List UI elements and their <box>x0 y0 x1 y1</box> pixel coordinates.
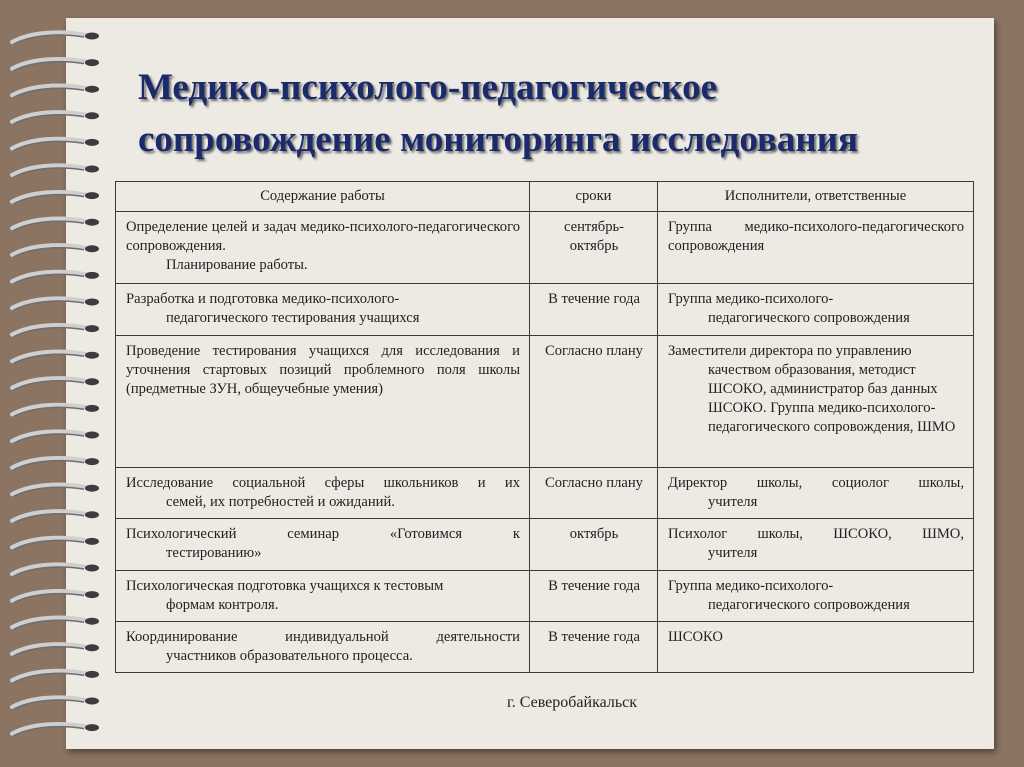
page-title <box>138 62 978 166</box>
table-header-row <box>116 182 974 212</box>
responsible-cell <box>658 468 974 519</box>
work-text: Определение целей и задач медико-психолого-педагогического сопровождения. <box>126 219 520 254</box>
work-cell <box>116 571 530 622</box>
work-cell <box>116 284 530 336</box>
responsible-text-cont: качеством образования, методист ШСОКО, администратор баз данных ШСОКО. Группа медико-психолого-педагогического сопровождения, ШМО <box>708 362 956 435</box>
term-cell: В течение года <box>530 571 658 622</box>
binding-hole <box>85 33 99 40</box>
work-text-cont: педагогического тестирования учащихся <box>166 310 420 326</box>
binding-hole <box>85 272 99 279</box>
responsible-cell <box>658 212 974 284</box>
binding-hole <box>85 485 99 492</box>
term-cell: Согласно плану <box>530 468 658 519</box>
spiral-binding-icon <box>0 0 110 767</box>
responsible-text-cont: педагогического сопровождения <box>708 310 910 326</box>
title-line-1: Медико-психолого-педагогическое <box>138 67 718 108</box>
binding-hole <box>85 86 99 93</box>
binding-hole <box>85 591 99 598</box>
binding-hole <box>85 166 99 173</box>
work-text: Проведение тестирования учащихся для исследования и уточнения стартовых позиций проблемного поля школы (предметные ЗУН, общеучебные умения) <box>126 343 520 397</box>
binding-hole <box>85 565 99 572</box>
work-text-cont: семей, их потребностей и ожиданий. <box>166 494 395 510</box>
term-cell: В течение года <box>530 622 658 673</box>
table-row <box>116 336 974 468</box>
binding-hole <box>85 405 99 412</box>
binding-hole <box>85 139 99 146</box>
responsible-text: Психолог школы, ШСОКО, ШМО, <box>668 526 964 542</box>
responsible-text-cont: учителя <box>708 545 758 561</box>
table-row <box>116 284 974 336</box>
binding-hole <box>85 219 99 226</box>
table-row <box>116 519 974 571</box>
responsible-cell <box>658 519 974 571</box>
responsible-text-cont: педагогического сопровождения <box>708 597 910 613</box>
binding-hole <box>85 192 99 199</box>
responsible-text: ШСОКО <box>668 629 723 645</box>
table-row <box>116 212 974 284</box>
table-row <box>116 468 974 519</box>
binding-hole <box>85 325 99 332</box>
work-cell <box>116 212 530 284</box>
binding-hole <box>85 432 99 439</box>
work-cell <box>116 622 530 673</box>
work-text: Психологический семинар «Готовимся к <box>126 526 520 542</box>
responsible-text-cont: учителя <box>708 494 758 510</box>
responsible-text: Директор школы, социолог школы, <box>668 475 964 491</box>
header-term: сроки <box>530 182 658 212</box>
binding-hole <box>85 299 99 306</box>
binding-hole <box>85 378 99 385</box>
work-cell <box>116 336 530 468</box>
responsible-text: Группа медико-психолого-педагогического сопровождения <box>668 219 964 254</box>
binding-hole <box>85 644 99 651</box>
binding-hole <box>85 59 99 66</box>
responsible-cell <box>658 336 974 468</box>
binding-hole <box>85 724 99 731</box>
term-cell: Согласно плану <box>530 336 658 468</box>
binding-hole <box>85 671 99 678</box>
work-text-cont: участников образовательного процесса. <box>166 648 413 664</box>
work-cell <box>116 468 530 519</box>
binding-hole <box>85 352 99 359</box>
work-text-cont: тестированию» <box>166 545 262 561</box>
responsible-text: Группа медико-психолого- <box>668 291 834 307</box>
work-text-cont: формам контроля. <box>166 597 279 613</box>
term-cell: сентябрь-октябрь <box>530 212 658 284</box>
work-text-cont: Планирование работы. <box>166 257 308 273</box>
footer-city: г. Северобайкальск <box>506 694 638 711</box>
term-cell: В течение года <box>530 284 658 336</box>
responsible-text: Группа медико-психолого- <box>668 578 834 594</box>
binding-hole <box>85 511 99 518</box>
work-cell <box>116 519 530 571</box>
header-responsible: Исполнители, ответственные <box>658 182 974 212</box>
binding-hole <box>85 618 99 625</box>
binding-hole <box>85 245 99 252</box>
responsible-cell <box>658 622 974 673</box>
header-work: Содержание работы <box>116 182 530 212</box>
table-row <box>116 571 974 622</box>
responsible-cell <box>658 571 974 622</box>
work-text: Исследование социальной сферы школьников и их <box>126 475 520 491</box>
binding-hole <box>85 538 99 545</box>
binding-hole <box>85 458 99 465</box>
term-cell: октябрь <box>530 519 658 571</box>
work-text: Психологическая подготовка учащихся к тестовым <box>126 578 444 594</box>
work-text: Координирование индивидуальной деятельности <box>126 629 520 645</box>
title-line-2: сопровождение мониторинга исследования <box>138 119 859 160</box>
table-row <box>116 622 974 673</box>
responsible-text: Заместители директора по управлению <box>668 343 912 359</box>
monitoring-plan-table <box>115 181 974 673</box>
responsible-cell <box>658 284 974 336</box>
work-text: Разработка и подготовка медико-психолого- <box>126 291 400 307</box>
binding-hole <box>85 112 99 119</box>
